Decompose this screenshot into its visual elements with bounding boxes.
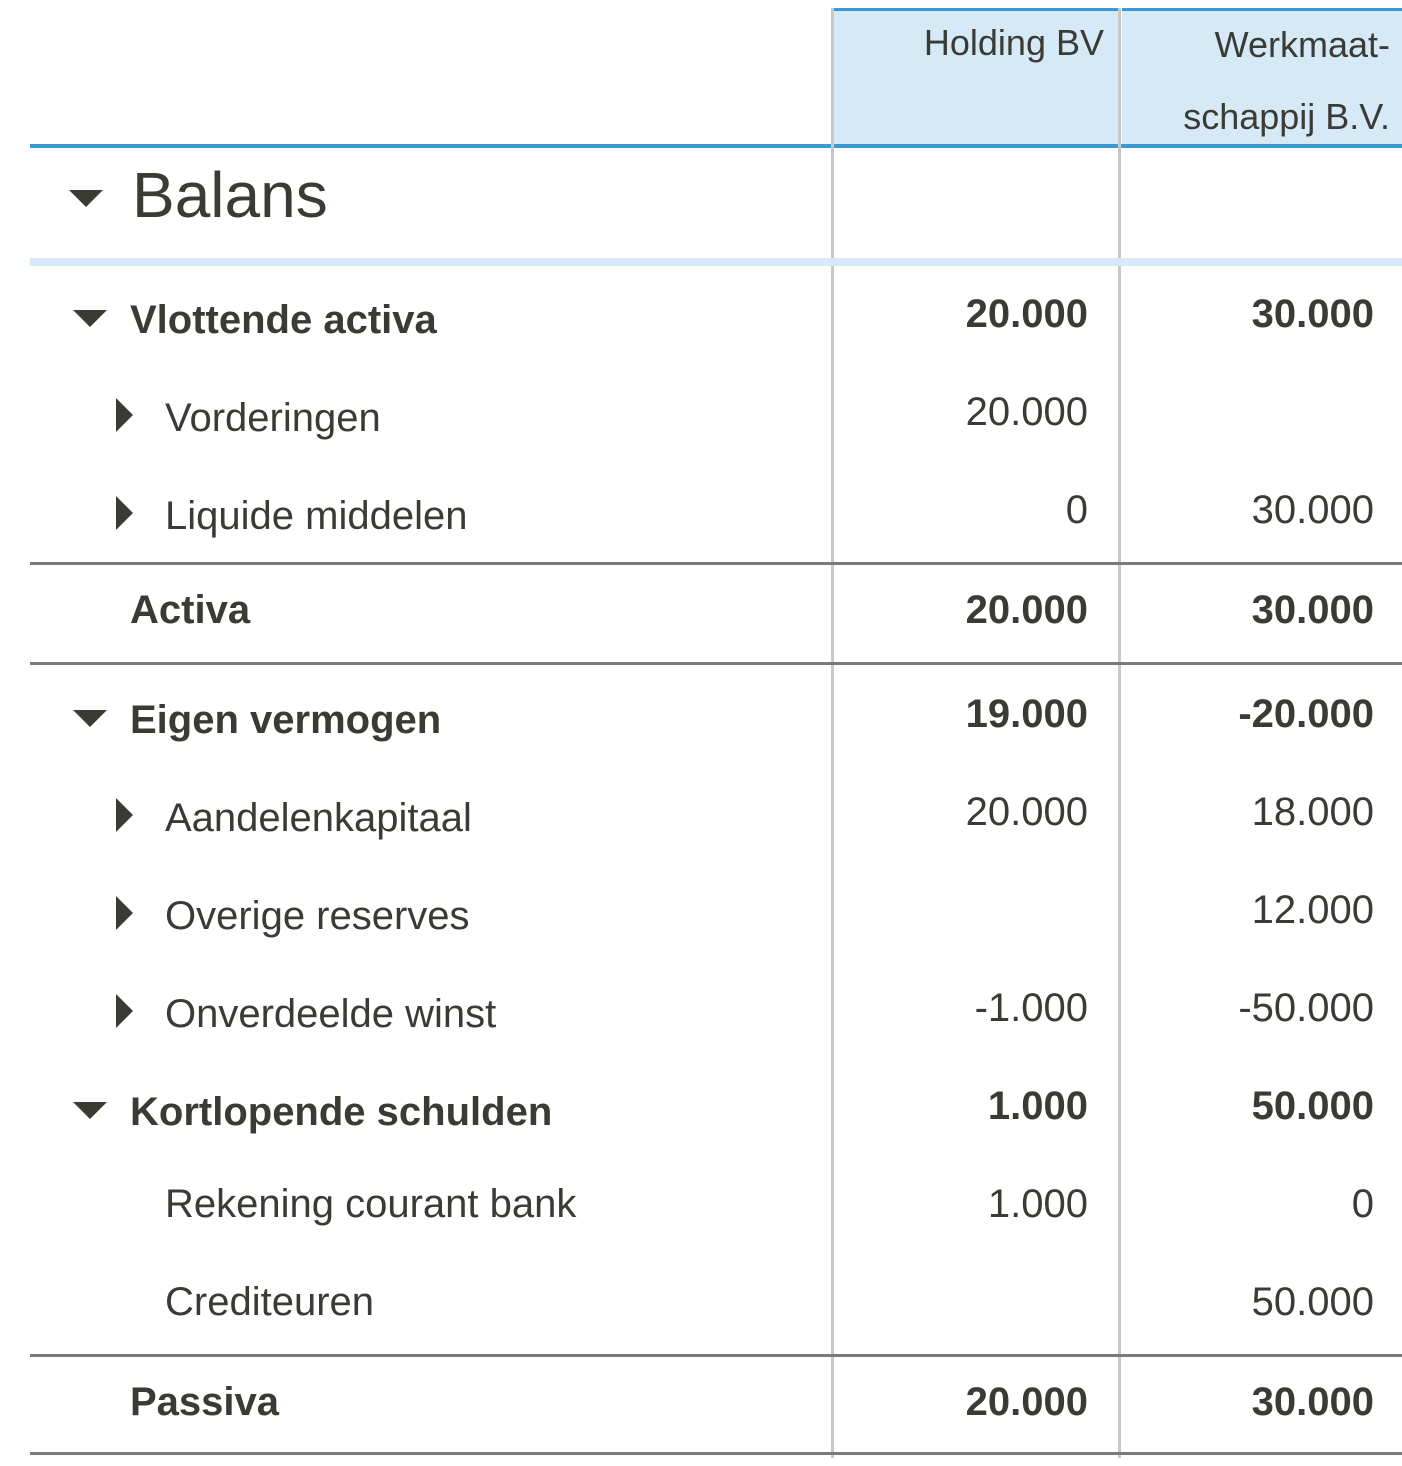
row-label-aandelenkapitaal: Aandelenkapitaal xyxy=(165,796,472,840)
row-label-passiva: Passiva xyxy=(130,1380,280,1424)
row-label-vorderingen: Vorderingen xyxy=(165,396,381,440)
row-value-holding: -1.000 xyxy=(974,986,1088,1030)
collapse-eigen-vermogen-icon[interactable] xyxy=(73,710,107,727)
column-divider-1 xyxy=(831,8,834,1458)
row-value-werkmaatschappij: 30.000 xyxy=(1251,292,1374,336)
collapse-vlottende-activa-icon[interactable] xyxy=(73,310,107,327)
row-value-werkmaatschappij: -50.000 xyxy=(1238,986,1374,1030)
collapse-balans-icon[interactable] xyxy=(69,190,103,207)
row-value-holding: 0 xyxy=(1065,488,1088,532)
row-value-werkmaatschappij: 0 xyxy=(1351,1182,1374,1226)
row-label-rekening-courant-bank: Rekening courant bank xyxy=(165,1182,577,1226)
total-rule-top xyxy=(30,562,1402,565)
section-title-balans: Balans xyxy=(132,159,328,231)
expand-overige-reserves-icon[interactable] xyxy=(116,896,133,930)
row-value-werkmaatschappij: 18.000 xyxy=(1251,790,1374,834)
column-header-werkmaatschappij-label-line1: Werkmaat- xyxy=(1214,24,1390,65)
collapse-kortlopende-schulden-icon[interactable] xyxy=(73,1102,107,1119)
row-value-werkmaatschappij: 50.000 xyxy=(1251,1280,1374,1324)
row-value-holding: 1.000 xyxy=(987,1182,1088,1226)
row-label-liquide-middelen: Liquide middelen xyxy=(165,494,468,538)
row-value-holding: 20.000 xyxy=(965,588,1088,632)
row-value-werkmaatschappij: -20.000 xyxy=(1238,692,1374,736)
row-label-eigen-vermogen: Eigen vermogen xyxy=(130,698,442,742)
expand-onverdeelde-winst-icon[interactable] xyxy=(116,994,133,1028)
row-value-werkmaatschappij: 30.000 xyxy=(1251,1380,1374,1424)
row-value-holding: 19.000 xyxy=(965,692,1088,736)
row-value-holding: 20.000 xyxy=(965,790,1088,834)
row-value-holding: 20.000 xyxy=(965,390,1088,434)
row-value-werkmaatschappij: 50.000 xyxy=(1251,1084,1374,1128)
column-divider-2 xyxy=(1118,8,1121,1458)
row-value-holding: 20.000 xyxy=(965,1380,1088,1424)
expand-aandelenkapitaal-icon[interactable] xyxy=(116,798,133,832)
column-header-werkmaatschappij-label-line2: schappij B.V. xyxy=(1183,96,1390,137)
row-value-werkmaatschappij: 30.000 xyxy=(1251,488,1374,532)
total-rule-bottom xyxy=(30,1452,1402,1455)
row-value-werkmaatschappij: 30.000 xyxy=(1251,588,1374,632)
expand-liquide-middelen-icon[interactable] xyxy=(116,496,133,530)
row-value-holding: 20.000 xyxy=(965,292,1088,336)
row-label-activa: Activa xyxy=(130,588,251,632)
section-separator xyxy=(30,258,1402,266)
row-label-crediteuren: Crediteuren xyxy=(165,1280,375,1324)
column-header-holding-label: Holding BV xyxy=(923,22,1104,63)
row-label-onverdeelde-winst: Onverdeelde winst xyxy=(165,992,497,1036)
total-rule-top xyxy=(30,1354,1402,1357)
expand-vorderingen-icon[interactable] xyxy=(116,398,133,432)
row-label-kortlopende-schulden: Kortlopende schulden xyxy=(130,1090,553,1134)
row-label-vlottende-activa: Vlottende activa xyxy=(130,298,437,342)
row-value-holding: 1.000 xyxy=(987,1084,1088,1128)
header-bottom-rule xyxy=(30,144,1402,148)
total-rule-bottom xyxy=(30,662,1402,665)
row-label-overige-reserves: Overige reserves xyxy=(165,894,470,938)
row-value-werkmaatschappij: 12.000 xyxy=(1251,888,1374,932)
